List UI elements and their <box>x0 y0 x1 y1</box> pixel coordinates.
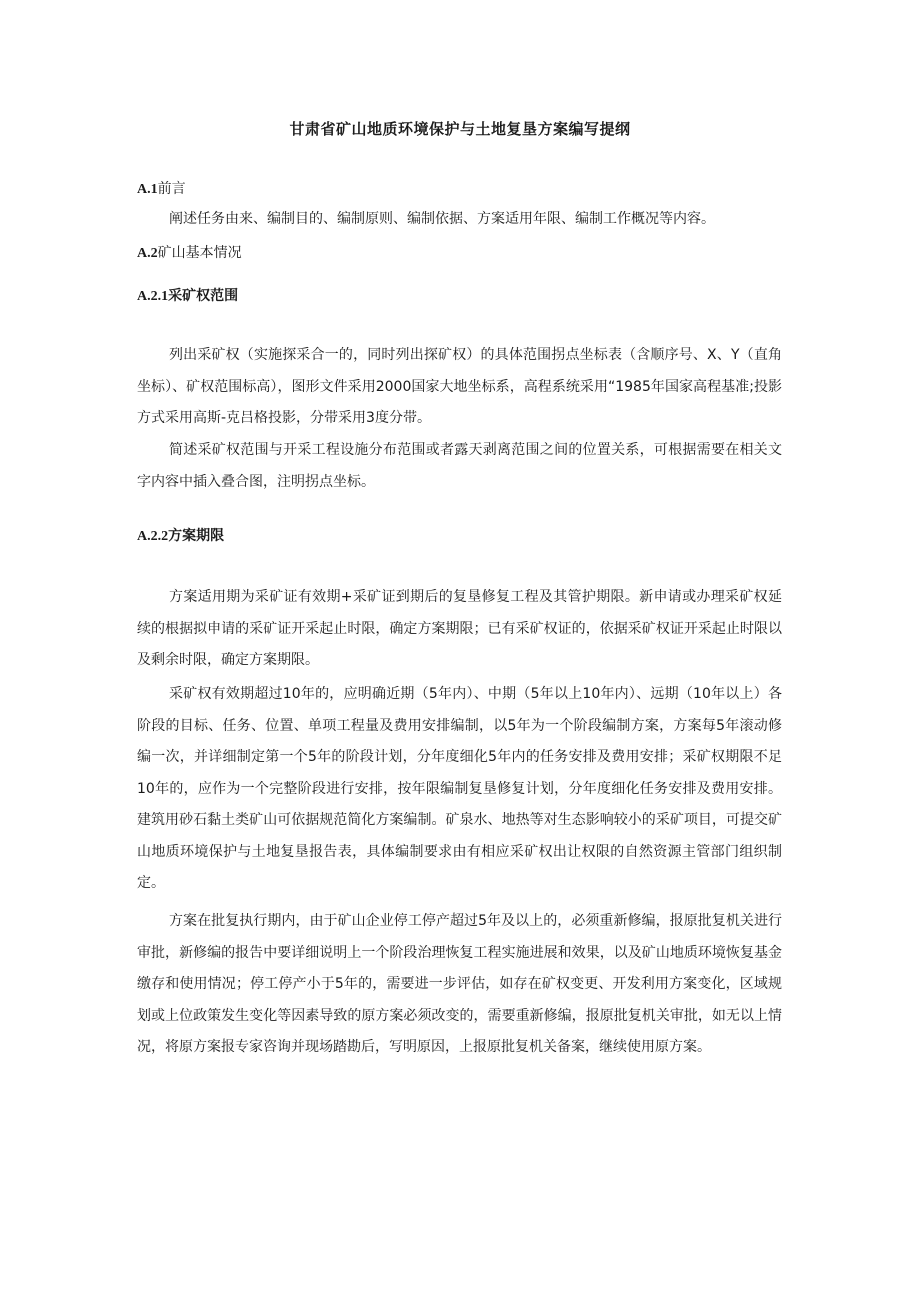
heading-a21-number: A.2.1 <box>137 289 169 304</box>
document-title: 甘肃省矿山地质环境保护与土地复垦方案编写提纲 <box>289 120 631 138</box>
paragraph-a1-1: 阐述任务由来、编制目的、编制原则、编制依据、方案适用年限、编制工作概况等内容。 <box>169 211 715 227</box>
paragraph-a22-2: 采矿权有效期超过10年的，应明确近期（5年内）、中期（5年以上10年内）、远期（10年以上）各阶段的目标、任务、位置、单项工程量及费用安排编制，以5年为一个阶段编制方案，方案每5年滚动修编一次，并详细制定第一个5年的阶段计划，分年度细化5年内的任务安排及费用安排；采矿权期限不足10年的，应作为一个完整阶段进行安排，按年限编制复垦修复计划，分年度细化任务安排及费用安排。建筑用砂石黏土类矿山可依据规范简化方案编制。矿泉水、地热等对生态影响较小的采矿项目，可提交矿山地质环境保护与土地复垦报告表，具体编制要求由有相应采矿权出让权限的自然资源主管部门组织制定。 <box>137 686 782 891</box>
paragraph-a21-2: 简述采矿权范围与开采工程设施分布范围或者露天剥离范围之间的位置关系，可根据需要在相关文字内容中插入叠合图，注明拐点坐标。 <box>137 442 782 490</box>
heading-a1 <box>137 178 186 198</box>
paragraph-a21-1: 列出采矿权（实施探采合一的，同时列出探矿权）的具体范围拐点坐标表（含顺序号、X、Y（直角坐标）、矿权范围标高），图形文件采用2000国家大地坐标系，高程系统采用“1985年国家高程基准;投影方式采用高斯-克吕格投影，分带采用3度分带。 <box>137 347 782 426</box>
paragraph-a22-3: 方案在批复执行期内，由于矿山企业停工停产超过5年及以上的，必须重新修编，报原批复机关进行审批，新修编的报告中要详细说明上一个阶段治理恢复工程实施进展和效果，以及矿山地质环境恢复基金缴存和使用情况；停工停产小于5年的，需要进一步评估，如存在矿权变更、开发利用方案变化，区域规划或上位政策发生变化等因素导致的原方案必须改变的，需要重新修编，报原批复机关审批，如无以上情况，将原方案报专家咨询并现场踏勘后，写明原因，上报原批复机关备案，继续使用原方案。 <box>137 913 782 1055</box>
heading-a1-title: 前言 <box>157 181 186 197</box>
heading-a2-title: 矿山基本情况 <box>157 245 242 261</box>
heading-a21 <box>137 285 238 305</box>
heading-a22 <box>137 525 224 545</box>
paragraph-a22-1: 方案适用期为采矿证有效期+采矿证到期后的复垦修复工程及其管护期限。新申请或办理采矿权延续的根据拟申请的采矿证开采起止时限，确定方案期限；已有采矿权证的，依据采矿权证开采起止时限以及剩余时限，确定方案期限。 <box>137 589 782 668</box>
heading-a21-title: 采矿权范围 <box>168 288 239 304</box>
heading-a22-title: 方案期限 <box>168 528 225 544</box>
heading-a2-number: A.2 <box>137 246 158 261</box>
heading-a22-number: A.2.2 <box>137 529 169 544</box>
heading-a1-number: A.1 <box>137 182 158 197</box>
heading-a2 <box>137 242 242 262</box>
